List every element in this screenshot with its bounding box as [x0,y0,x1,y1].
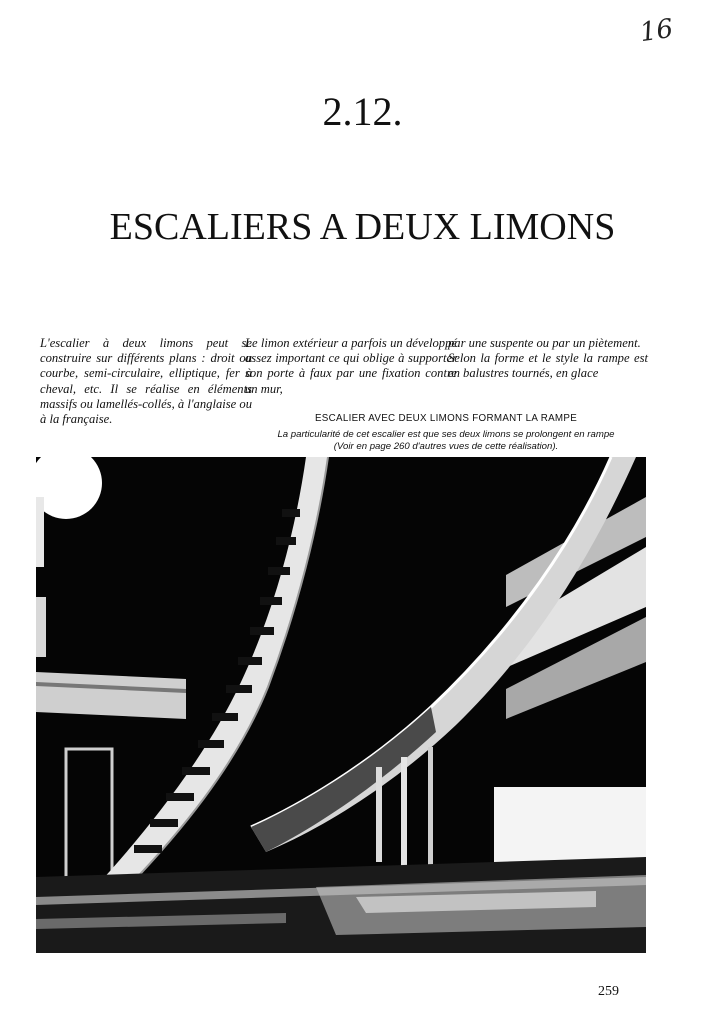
chapter-title: ESCALIERS A DEUX LIMONS [109,206,616,248]
caption-line: (Voir en page 260 d'autres vues de cette réalisation). [333,441,559,452]
paragraph: Le limon extérieur a parfois un développé assez important ce qui oblige à supporter son porte à faux par une fixation contre un mur, [245,336,457,396]
text-column-1 [40,336,252,427]
staircase-photo [36,457,646,953]
window-light [494,787,646,867]
section-number: 2.12. [322,89,403,134]
text-column-3 [448,336,648,382]
caption-line: La particularité de cet escalier est que ses deux limons se prolongent en rampe [277,429,615,440]
photo-caption-title: ESCALIER AVEC DEUX LIMONS FORMANT LA RAMPE [314,413,578,424]
photo-caption-text [246,429,646,453]
staircase-photo-illustration [36,457,646,953]
page-number: 259 [598,984,619,999]
paragraph: L'escalier à deux limons peut se construire sur différents plans : droit ou courbe, semi-circulaire, elliptique, fer à cheval, etc. Il se réalise en éléments massifs ou lamellés-collés, à l'anglaise ou à la française. [40,336,252,427]
paragraph: par une suspente ou par un piètement. [448,336,641,350]
paragraph: Selon la forme et le style la rampe est en balustres tournés, en glace [448,351,648,381]
handwritten-page-mark: 16 [638,13,676,49]
text-column-2 [245,336,457,397]
